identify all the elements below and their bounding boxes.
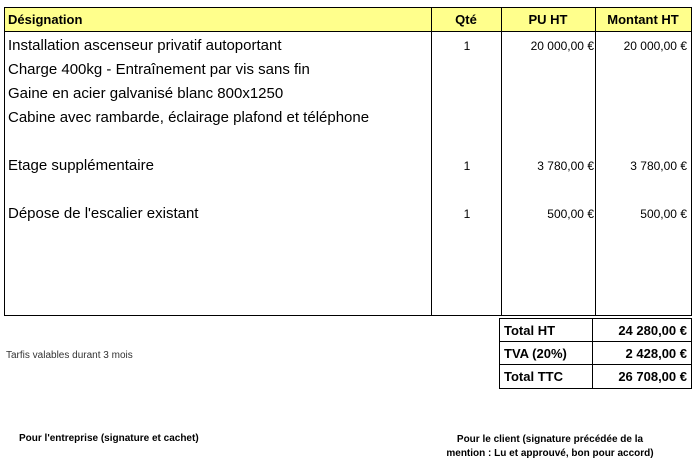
client-signature-line-2: mention : Lu et approuvé, bon pour accord) — [446, 448, 654, 459]
enterprise-signature-label: Pour l'entreprise (signature et cachet) — [19, 433, 199, 444]
row-2-montant: 3 780,00 € — [630, 159, 687, 173]
total-ttc-value: 26 708,00 € — [618, 369, 687, 384]
tva-label: TVA (20%) — [504, 346, 567, 361]
quote-table — [4, 7, 692, 316]
row-2-pu: 3 780,00 € — [537, 159, 594, 173]
row-2-qty: 1 — [463, 159, 471, 173]
row-1-desc-line-3: Gaine en acier galvanisé blanc 800x1250 — [8, 85, 284, 102]
row-1-montant: 20 000,00 € — [623, 39, 687, 53]
header-montant: Montant HT — [607, 12, 679, 27]
row-3-desc: Dépose de l'escalier existant — [8, 205, 199, 222]
header-designation: Désignation — [8, 12, 83, 27]
row-1-desc-line-4: Cabine avec rambarde, éclairage plafond et téléphone — [8, 109, 370, 126]
row-1-pu: 20 000,00 € — [530, 39, 594, 53]
row-2-desc: Etage supplémentaire — [8, 157, 154, 174]
total-ht-label: Total HT — [504, 323, 556, 338]
total-ht-row — [500, 319, 691, 342]
total-ttc-label: Total TTC — [504, 369, 563, 384]
row-1-desc-line-2: Charge 400kg - Entraînement par vis sans fin — [8, 61, 310, 78]
tva-row — [500, 342, 691, 365]
client-signature-label — [405, 433, 695, 461]
row-3-pu: 500,00 € — [547, 207, 594, 221]
row-3-montant: 500,00 € — [640, 207, 687, 221]
row-1-qty: 1 — [463, 39, 471, 53]
client-signature-line-1: Pour le client (signature précédée de la — [456, 434, 644, 445]
total-ttc-row — [500, 365, 691, 388]
row-3-qty: 1 — [463, 207, 471, 221]
total-ht-value: 24 280,00 € — [618, 323, 687, 338]
validity-note: Tarfis valables durant 3 mois — [6, 350, 133, 361]
header-qty: Qté — [455, 12, 477, 27]
totals-box — [499, 318, 692, 389]
tva-value: 2 428,00 € — [625, 346, 687, 361]
row-1-desc-line-1: Installation ascenseur privatif autoportant — [8, 37, 282, 54]
header-pu: PU HT — [528, 12, 568, 27]
